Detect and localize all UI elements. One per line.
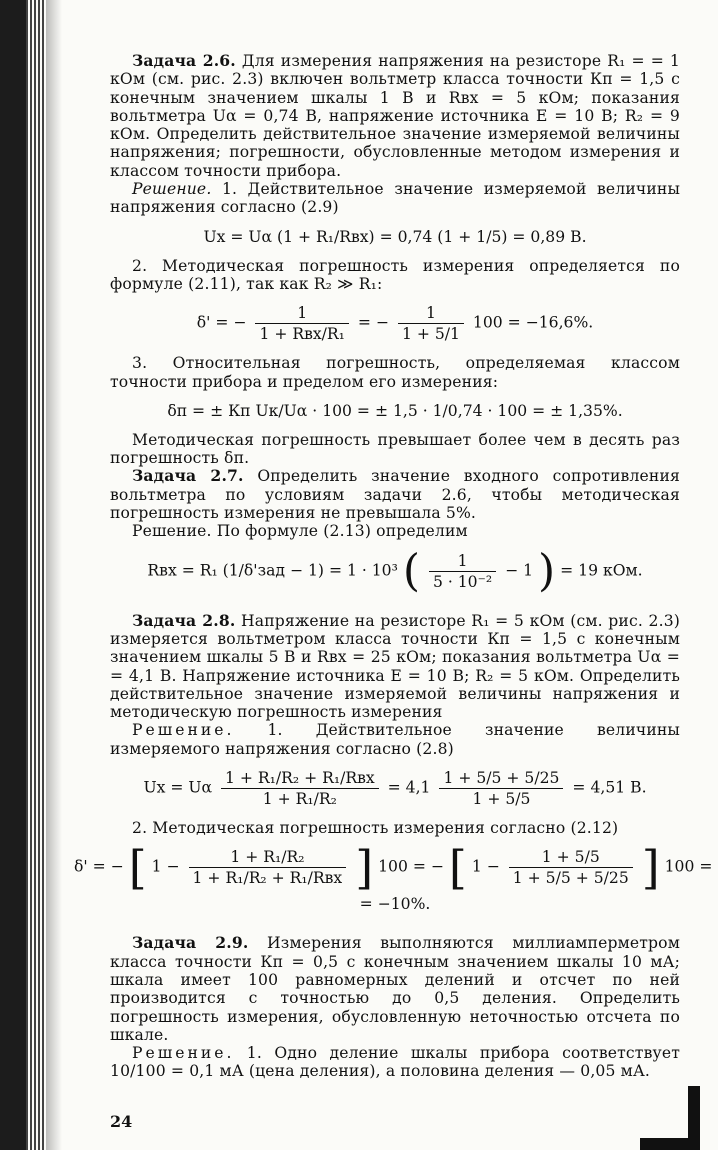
problem-2-6-conclusion: Методическая погрешность превышает более чем в десять раз погрешность δп. xyxy=(110,430,680,468)
problem-2-6-text: Для измерения напряжения на резисторе R₁ = = 1 кОм (см. рис. 2.3) включен вольтметр класса точности Кп = 1,5 с конечным значением шкалы 1 В и Rвх = 5 кОм; показания вольтметра Uα = 0,74 В, напряжение источника E = 10 В; R₂ = 9 кОм. Определить действительное значение измеряемой величины напряжения; погрешности, обусловленные методом измерения и классом точности прибора. xyxy=(110,52,680,180)
fraction: $\frac{\text{1 + R₁/R₂ + R₁/Rвх}}{\text{1 + R₁/R₂}}$ xyxy=(221,768,379,809)
fraction: $\frac{\text{1 + R₁/R₂}}{\text{1 + R₁/R₂ + R₁/Rвх}}$ xyxy=(189,847,347,888)
equation-2-7-input-resistance: Rвх = R₁ (1/δ'зад − 1) = 1 · 10³ ( $\frac{1}{\text{5 · 10⁻²}}$ − 1 ) = 19 кОм. xyxy=(147,545,643,597)
page-number: 24 xyxy=(110,1112,133,1131)
problem-2-7-solution: Решение. По формуле (2.13) определим xyxy=(132,522,468,541)
problem-2-9-heading: Задача 2.9. xyxy=(132,933,249,953)
problem-2-8-heading: Задача 2.8. xyxy=(132,610,236,630)
solution-label: Решение. xyxy=(132,1044,235,1063)
problem-2-6-solution-step3: 3. Относительная погрешность, определяемая классом точности прибора и пределом его измерения: xyxy=(110,354,680,391)
problem-2-7-heading: Задача 2.7. xyxy=(132,466,244,486)
problem-2-6-heading: Задача 2.6. xyxy=(132,51,236,70)
spine-fade xyxy=(46,0,62,1150)
fraction: $\frac{1}{\text{5 · 10⁻²}}$ xyxy=(429,551,496,592)
problem-2-9-statement: Задача 2.9. Измерения выполняются миллиамперметром класса точности Кп = 0,5 с конечным значением шкалы 10 мА; шкала имеет 100 равномерных делений и отсчет по ней производится с точностью до 0,5 деления. Определить погрешность измерения, обусловленную неточностью отсчета по шкале. xyxy=(110,933,680,1044)
equation-2-8-method-error: δ' = − [ 1 − $\frac{\text{1 + R₁/R₂}}{\text{1 + R₁/R₂ + R₁/Rвх}}$ ] 100 = − [ 1 − $\frac{1 + 5/5}{1 + 5/5 + 5/25}$ ] 100 = xyxy=(74,840,713,895)
equation-2-8-actual-voltage: Ux = Uα $\frac{\text{1 + R₁/R₂ + R₁/Rвх}}{\text{1 + R₁/R₂}}$ = 4,1 $\frac{1 + 5/5 + 5/25}{1 + 5/5}$ = 4,51 В. xyxy=(143,769,647,809)
problem-2-6-solution-step1: Решение. 1. Действительное значение измеряемой величины напряжения согласно (2.9) xyxy=(110,180,680,217)
fraction: $\frac{1}{1 + 5/1}$ xyxy=(398,303,464,344)
equation-2-8-result: = −10%. xyxy=(359,895,431,914)
equation-2-6-method-error: δ' = − $\frac{1}{\text{1 + Rвх/R₁}}$ = − $\frac{1}{1 + 5/1}$ 100 = −16,6%. xyxy=(196,304,594,344)
fraction: $\frac{1 + 5/5 + 5/25}{1 + 5/5}$ xyxy=(439,768,563,809)
corner-mark-horizontal xyxy=(640,1138,700,1150)
problem-2-8-solution-step2: 2. Методическая погрешность измерения согласно (2.12) xyxy=(132,819,619,838)
fraction: $\frac{1 + 5/5}{1 + 5/5 + 5/25}$ xyxy=(509,847,633,888)
book-spine-edge xyxy=(26,0,46,1150)
problem-2-9-solution-step1: Решение. 1. Одно деление шкалы прибора соответствует 10/100 = 0,1 мА (цена деления), а половина деления — 0,05 мА. xyxy=(110,1044,680,1081)
problem-2-6-statement xyxy=(110,52,680,180)
page-text-block xyxy=(74,51,713,1081)
solution-label: Решение. xyxy=(132,180,212,199)
problem-2-7-statement: Задача 2.7. Определить значение входного сопротивления вольтметра по условиям задачи 2.6, чтобы методическая погрешность измерения не превышала 5%. xyxy=(110,466,680,523)
problem-2-8-statement: Задача 2.8. Напряжение на резисторе R₁ = 5 кОм (см. рис. 2.3) измеряется вольтметром класса точности Кп = 1,5 с конечным значением шкалы 5 В и Rвх = 25 кОм; показания вольтметра Uα = = 4,1 В. Напряжение источника E = 10 В; R₂ = 5 кОм. Определить действительное значение измеряемой величины напряжения и методическую погрешность измерения xyxy=(110,610,681,722)
problem-2-6-solution-step2: 2. Методическая погрешность измерения определяется по формуле (2.11), так как R₂ ≫ R₁: xyxy=(110,256,680,293)
problem-2-8-solution-step1: Решение. 1. Действительное значение величины измеряемого напряжения согласно (2.8) xyxy=(110,721,680,758)
solution-label: Решение. xyxy=(132,721,235,740)
fraction: $\frac{1}{\text{1 + Rвх/R₁}}$ xyxy=(255,303,348,344)
book-spine-shadow xyxy=(0,0,26,1150)
equation-2-6-class-error: δп = ± Кп Uк/Uα · 100 = ± 1,5 · 1/0,74 · 100 = ± 1,35%. xyxy=(167,401,623,420)
equation-2-6-actual-voltage: Ux = Uα (1 + R₁/Rвх) = 0,74 (1 + 1/5) = 0,89 В. xyxy=(203,227,587,246)
